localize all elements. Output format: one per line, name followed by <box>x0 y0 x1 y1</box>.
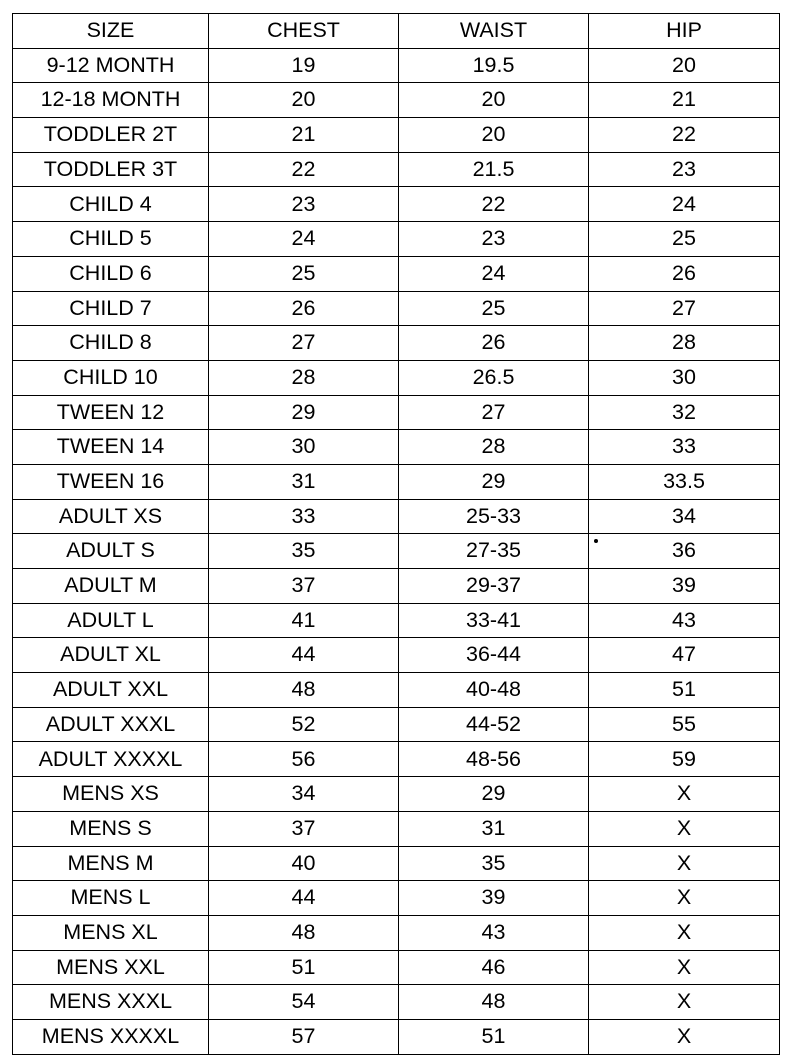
cell-size: CHILD 7 <box>13 291 209 326</box>
table-row <box>13 430 780 465</box>
header-waist: WAIST <box>399 14 589 49</box>
table-row <box>13 118 780 153</box>
cell-waist: 43 <box>399 915 589 950</box>
table-row <box>13 742 780 777</box>
cell-size: CHILD 4 <box>13 187 209 222</box>
table-row <box>13 1019 780 1054</box>
cell-hip: 59 <box>589 742 780 777</box>
size-chart-table <box>12 13 780 1055</box>
table-row <box>13 881 780 916</box>
cell-size: TODDLER 2T <box>13 118 209 153</box>
cell-hip: 55 <box>589 707 780 742</box>
cell-size: ADULT XS <box>13 499 209 534</box>
cell-hip: 39 <box>589 569 780 604</box>
table-row <box>13 603 780 638</box>
cell-chest: 56 <box>209 742 399 777</box>
cell-waist: 20 <box>399 83 589 118</box>
cell-size: CHILD 8 <box>13 326 209 361</box>
cell-chest: 54 <box>209 985 399 1020</box>
table-row <box>13 915 780 950</box>
table-row <box>13 360 780 395</box>
cell-waist: 48 <box>399 985 589 1020</box>
cell-hip: 28 <box>589 326 780 361</box>
cell-waist: 19.5 <box>399 48 589 83</box>
table-row <box>13 187 780 222</box>
cell-waist: 29-37 <box>399 569 589 604</box>
cell-waist: 27-35 <box>399 534 589 569</box>
table-row <box>13 326 780 361</box>
table-row <box>13 48 780 83</box>
cell-waist: 23 <box>399 222 589 257</box>
cell-waist: 33-41 <box>399 603 589 638</box>
cell-size: 9-12 MONTH <box>13 48 209 83</box>
cell-hip: X <box>589 846 780 881</box>
cell-waist: 25 <box>399 291 589 326</box>
header-size: SIZE <box>13 14 209 49</box>
cell-hip: 21 <box>589 83 780 118</box>
table-row <box>13 83 780 118</box>
cell-chest: 26 <box>209 291 399 326</box>
cell-hip: 33 <box>589 430 780 465</box>
table-row <box>13 499 780 534</box>
cell-hip: 51 <box>589 673 780 708</box>
cell-size: MENS M <box>13 846 209 881</box>
cell-size: TWEEN 12 <box>13 395 209 430</box>
size-chart-body <box>13 48 780 1054</box>
cell-chest: 51 <box>209 950 399 985</box>
table-row <box>13 707 780 742</box>
cell-hip: X <box>589 950 780 985</box>
cell-hip: 43 <box>589 603 780 638</box>
cell-waist: 51 <box>399 1019 589 1054</box>
cell-waist: 40-48 <box>399 673 589 708</box>
cell-chest: 44 <box>209 881 399 916</box>
cell-chest: 24 <box>209 222 399 257</box>
cell-chest: 30 <box>209 430 399 465</box>
table-row <box>13 811 780 846</box>
table-row <box>13 152 780 187</box>
cell-chest: 41 <box>209 603 399 638</box>
cell-chest: 35 <box>209 534 399 569</box>
cell-hip: X <box>589 915 780 950</box>
cell-chest: 34 <box>209 777 399 812</box>
cell-hip: 27 <box>589 291 780 326</box>
cell-waist: 29 <box>399 777 589 812</box>
stray-dot <box>594 539 598 543</box>
table-row <box>13 673 780 708</box>
cell-hip: X <box>589 811 780 846</box>
table-row <box>13 464 780 499</box>
cell-size: ADULT XXXL <box>13 707 209 742</box>
cell-waist: 21.5 <box>399 152 589 187</box>
cell-chest: 21 <box>209 118 399 153</box>
cell-chest: 48 <box>209 915 399 950</box>
cell-chest: 22 <box>209 152 399 187</box>
cell-hip: 33.5 <box>589 464 780 499</box>
cell-waist: 35 <box>399 846 589 881</box>
table-row <box>13 638 780 673</box>
cell-hip: 32 <box>589 395 780 430</box>
cell-chest: 33 <box>209 499 399 534</box>
cell-chest: 31 <box>209 464 399 499</box>
cell-size: 12-18 MONTH <box>13 83 209 118</box>
cell-size: MENS L <box>13 881 209 916</box>
cell-waist: 48-56 <box>399 742 589 777</box>
cell-hip: X <box>589 985 780 1020</box>
table-row <box>13 395 780 430</box>
table-row <box>13 846 780 881</box>
cell-hip: X <box>589 881 780 916</box>
cell-size: TWEEN 14 <box>13 430 209 465</box>
table-row <box>13 985 780 1020</box>
cell-chest: 23 <box>209 187 399 222</box>
cell-chest: 37 <box>209 811 399 846</box>
table-row <box>13 534 780 569</box>
cell-size: MENS XS <box>13 777 209 812</box>
cell-size: CHILD 10 <box>13 360 209 395</box>
cell-size: TODDLER 3T <box>13 152 209 187</box>
header-chest: CHEST <box>209 14 399 49</box>
cell-size: ADULT XXL <box>13 673 209 708</box>
cell-chest: 44 <box>209 638 399 673</box>
cell-size: ADULT XL <box>13 638 209 673</box>
cell-chest: 28 <box>209 360 399 395</box>
cell-waist: 22 <box>399 187 589 222</box>
cell-chest: 20 <box>209 83 399 118</box>
cell-hip: 36 <box>589 534 780 569</box>
cell-hip: 24 <box>589 187 780 222</box>
cell-waist: 39 <box>399 881 589 916</box>
cell-hip: 26 <box>589 256 780 291</box>
cell-waist: 28 <box>399 430 589 465</box>
cell-waist: 24 <box>399 256 589 291</box>
cell-hip: 47 <box>589 638 780 673</box>
cell-hip: 23 <box>589 152 780 187</box>
cell-waist: 36-44 <box>399 638 589 673</box>
header-hip: HIP <box>589 14 780 49</box>
cell-chest: 40 <box>209 846 399 881</box>
cell-size: ADULT M <box>13 569 209 604</box>
cell-hip: 20 <box>589 48 780 83</box>
cell-waist: 26.5 <box>399 360 589 395</box>
cell-chest: 19 <box>209 48 399 83</box>
cell-waist: 25-33 <box>399 499 589 534</box>
cell-waist: 20 <box>399 118 589 153</box>
cell-hip: X <box>589 777 780 812</box>
size-chart-header <box>13 14 780 49</box>
cell-size: MENS XXL <box>13 950 209 985</box>
cell-hip: X <box>589 1019 780 1054</box>
cell-waist: 46 <box>399 950 589 985</box>
cell-hip: 25 <box>589 222 780 257</box>
cell-size: TWEEN 16 <box>13 464 209 499</box>
cell-size: MENS XXXXL <box>13 1019 209 1054</box>
cell-size: CHILD 6 <box>13 256 209 291</box>
cell-hip: 34 <box>589 499 780 534</box>
cell-chest: 48 <box>209 673 399 708</box>
cell-chest: 25 <box>209 256 399 291</box>
cell-chest: 37 <box>209 569 399 604</box>
cell-size: ADULT XXXXL <box>13 742 209 777</box>
table-row <box>13 256 780 291</box>
header-row <box>13 14 780 49</box>
cell-chest: 52 <box>209 707 399 742</box>
cell-chest: 57 <box>209 1019 399 1054</box>
cell-hip: 30 <box>589 360 780 395</box>
cell-hip: 22 <box>589 118 780 153</box>
cell-waist: 27 <box>399 395 589 430</box>
cell-size: MENS XXXL <box>13 985 209 1020</box>
cell-size: ADULT L <box>13 603 209 638</box>
cell-chest: 29 <box>209 395 399 430</box>
cell-size: ADULT S <box>13 534 209 569</box>
cell-waist: 26 <box>399 326 589 361</box>
table-row <box>13 950 780 985</box>
cell-waist: 31 <box>399 811 589 846</box>
table-row <box>13 777 780 812</box>
cell-waist: 29 <box>399 464 589 499</box>
table-row <box>13 222 780 257</box>
table-row <box>13 569 780 604</box>
cell-size: MENS S <box>13 811 209 846</box>
cell-size: CHILD 5 <box>13 222 209 257</box>
cell-size: MENS XL <box>13 915 209 950</box>
cell-chest: 27 <box>209 326 399 361</box>
cell-waist: 44-52 <box>399 707 589 742</box>
table-row <box>13 291 780 326</box>
